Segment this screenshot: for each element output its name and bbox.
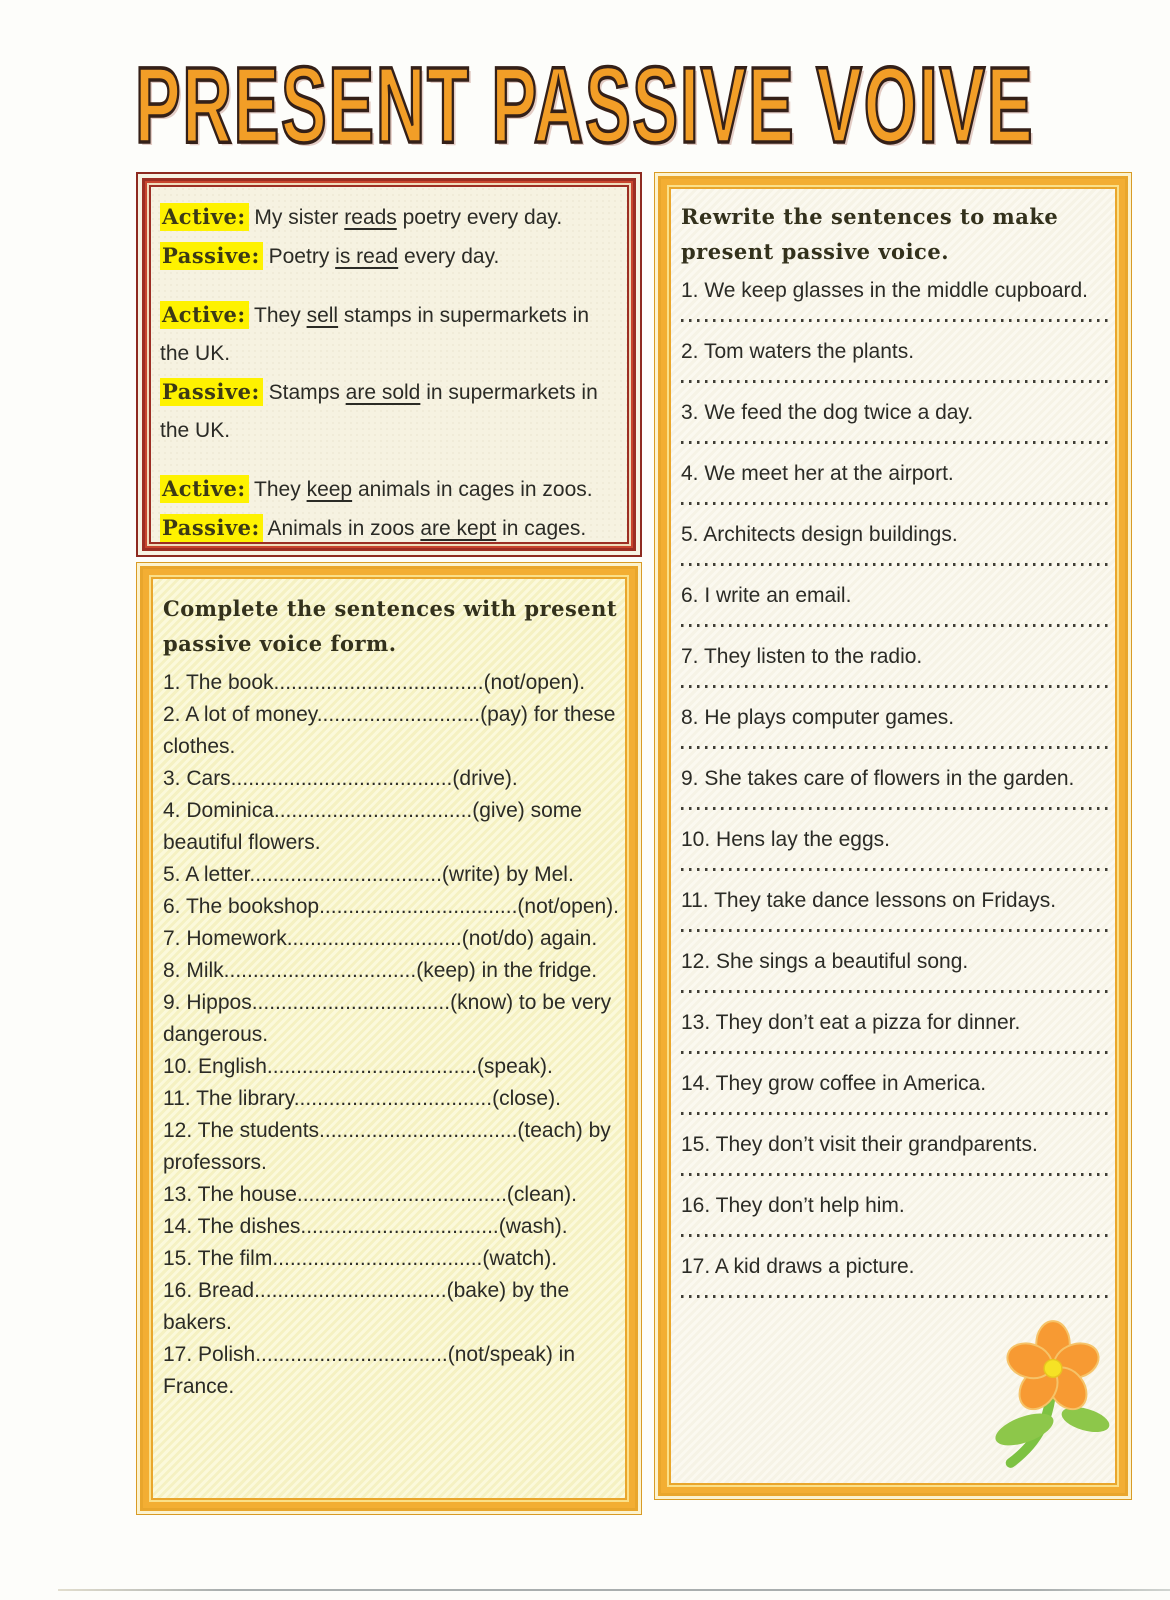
title-banner bbox=[0, 44, 1170, 167]
underlined-verb: are sold bbox=[345, 381, 421, 404]
underlined-verb: are kept bbox=[420, 517, 497, 540]
sentence-segment: poetry every day. bbox=[396, 206, 563, 229]
answer-line bbox=[681, 746, 1111, 749]
sentence-segment: in cages. bbox=[496, 517, 587, 540]
rewrite-item bbox=[681, 458, 1111, 505]
answer-line bbox=[681, 1295, 1111, 1298]
example-line bbox=[160, 470, 624, 509]
rewrite-item bbox=[681, 702, 1111, 749]
rewrite-sentence: 2. Tom waters the plants. bbox=[681, 340, 915, 363]
rewrite-sentence: 1. We keep glasses in the middle cupboard. bbox=[681, 279, 1089, 302]
rewrite-item bbox=[681, 641, 1111, 688]
answer-line bbox=[681, 380, 1111, 383]
example-line bbox=[160, 237, 624, 276]
underlined-verb: is read bbox=[335, 245, 399, 268]
example-group bbox=[160, 296, 624, 450]
rewrite-sentence: 12. She sings a beautiful song. bbox=[681, 950, 969, 973]
fill-in-item: 2. A lot of money............................(pay) for these clothes. bbox=[163, 703, 616, 758]
example-line bbox=[160, 198, 624, 237]
rewrite-item bbox=[681, 580, 1111, 627]
voice-label: Active: bbox=[160, 301, 249, 329]
answer-line bbox=[681, 868, 1111, 871]
fill-in-item: 11. The library..................................(close). bbox=[163, 1087, 561, 1110]
answer-line bbox=[681, 563, 1111, 566]
voice-label: Active: bbox=[160, 475, 249, 503]
rewrite-sentence: 13. They don’t eat a pizza for dinner. bbox=[681, 1011, 1021, 1034]
answer-line bbox=[681, 319, 1111, 322]
rewrite-item bbox=[681, 397, 1111, 444]
example-line bbox=[160, 509, 624, 548]
examples-list bbox=[160, 198, 624, 548]
page-title: PRESENT PASSIVE VOIVE bbox=[135, 45, 1035, 167]
rewrite-item bbox=[681, 519, 1111, 566]
fill-in-item: 4. Dominica..................................(give) some beautiful flowers. bbox=[163, 799, 582, 854]
answer-line bbox=[681, 1112, 1111, 1115]
rewrite-sentence: 4. We meet her at the airport. bbox=[681, 462, 954, 485]
sentence-segment: animals in cages in zoos. bbox=[352, 478, 593, 501]
rewrite-sentence: 3. We feed the dog twice a day. bbox=[681, 401, 974, 424]
answer-line bbox=[681, 990, 1111, 993]
rewrite-item bbox=[681, 763, 1111, 810]
answer-line bbox=[681, 624, 1111, 627]
fill-in-item: 8. Milk.................................(keep) in the fridge. bbox=[163, 959, 598, 982]
rewrite-item bbox=[681, 1068, 1111, 1115]
fill-in-item: 17. Polish.................................(not/speak) in France. bbox=[163, 1343, 575, 1398]
answer-line bbox=[681, 502, 1111, 505]
voice-label: Passive: bbox=[160, 378, 263, 406]
example-group bbox=[160, 198, 624, 276]
fill-in-item: 7. Homework..............................(not/do) again. bbox=[163, 927, 598, 950]
rewrite-item bbox=[681, 824, 1111, 871]
rewrite-sentence: 6. I write an email. bbox=[681, 584, 852, 607]
rewrite-exercise-box bbox=[654, 172, 1132, 1500]
fill-in-item: 10. English....................................(speak). bbox=[163, 1055, 553, 1078]
rewrite-item bbox=[681, 1007, 1111, 1054]
fill-in-item: 5. A letter.................................(write) by Mel. bbox=[163, 863, 574, 886]
fill-in-item: 14. The dishes..................................(wash). bbox=[163, 1215, 568, 1238]
fill-in-item: 1. The book....................................(not/open). bbox=[163, 671, 586, 694]
rewrite-item bbox=[681, 1251, 1111, 1298]
answer-line bbox=[681, 441, 1111, 444]
example-group bbox=[160, 470, 624, 548]
complete-exercise-heading: Complete the sentences with present passive voice form. bbox=[163, 596, 618, 656]
rewrite-sentence: 5. Architects design buildings. bbox=[681, 523, 958, 546]
rewrite-sentence: 8. He plays computer games. bbox=[681, 706, 955, 729]
fill-in-item: 15. The film....................................(watch). bbox=[163, 1247, 558, 1270]
rewrite-item bbox=[681, 885, 1111, 932]
rewrite-sentence: 17. A kid draws a picture. bbox=[681, 1255, 915, 1278]
sentence-segment: in supermarkets in the UK. bbox=[160, 381, 598, 442]
answer-line bbox=[681, 685, 1111, 688]
fill-in-item: 16. Bread.................................(bake) by the bakers. bbox=[163, 1279, 570, 1334]
examples-box bbox=[136, 172, 642, 557]
rewrite-sentence: 9. She takes care of flowers in the garden. bbox=[681, 767, 1075, 790]
complete-exercise-box bbox=[136, 562, 642, 1515]
underlined-verb: keep bbox=[306, 478, 353, 501]
fill-in-item: 3. Cars......................................(drive). bbox=[163, 767, 518, 790]
answer-line bbox=[681, 929, 1111, 932]
rewrite-item bbox=[681, 275, 1111, 322]
underlined-verb: reads bbox=[344, 206, 397, 229]
sentence-segment: They bbox=[254, 304, 307, 327]
sentence-segment: Stamps bbox=[268, 381, 346, 404]
rewrite-sentence: 14. They grow coffee in America. bbox=[681, 1072, 987, 1095]
sentence-segment: every day. bbox=[398, 245, 500, 268]
rewrite-sentence: 15. They don’t visit their grandparents. bbox=[681, 1133, 1038, 1156]
rewrite-item bbox=[681, 1129, 1111, 1176]
sentence-segment: stamps in supermarkets in the UK. bbox=[160, 304, 590, 365]
fill-in-item: 13. The house....................................(clean). bbox=[163, 1183, 577, 1206]
flower-icon bbox=[989, 1317, 1117, 1475]
rewrite-exercise-heading: Rewrite the sentences to make present passive voice. bbox=[681, 204, 1059, 264]
fill-in-item: 12. The students..................................(teach) by professors. bbox=[163, 1119, 611, 1174]
voice-label: Active: bbox=[160, 203, 249, 231]
answer-line bbox=[681, 1234, 1111, 1237]
example-line bbox=[160, 296, 624, 373]
rewrite-list bbox=[681, 275, 1111, 1298]
complete-list bbox=[163, 667, 619, 1403]
example-line bbox=[160, 373, 624, 450]
rewrite-sentence: 11. They take dance lessons on Fridays. bbox=[681, 889, 1057, 912]
sentence-segment: Poetry bbox=[268, 245, 336, 268]
sentence-segment: My sister bbox=[254, 206, 345, 229]
rewrite-sentence: 10. Hens lay the eggs. bbox=[681, 828, 890, 851]
fill-in-item: 9. Hippos..................................(know) to be very dangerous. bbox=[163, 991, 612, 1046]
voice-label: Passive: bbox=[160, 242, 263, 270]
rewrite-item bbox=[681, 336, 1111, 383]
rewrite-item bbox=[681, 1190, 1111, 1237]
sentence-segment: Animals in zoos bbox=[267, 517, 421, 540]
rewrite-item bbox=[681, 946, 1111, 993]
answer-line bbox=[681, 1173, 1111, 1176]
answer-line bbox=[681, 1051, 1111, 1054]
rewrite-sentence: 16. They don’t help him. bbox=[681, 1194, 905, 1217]
answer-line bbox=[681, 807, 1111, 810]
rewrite-sentence: 7. They listen to the radio. bbox=[681, 645, 923, 668]
sentence-segment: They bbox=[254, 478, 307, 501]
page-bottom-line bbox=[58, 1589, 1170, 1591]
fill-in-item: 6. The bookshop..................................(not/open). bbox=[163, 895, 620, 918]
voice-label: Passive: bbox=[160, 514, 263, 542]
underlined-verb: sell bbox=[306, 304, 339, 327]
